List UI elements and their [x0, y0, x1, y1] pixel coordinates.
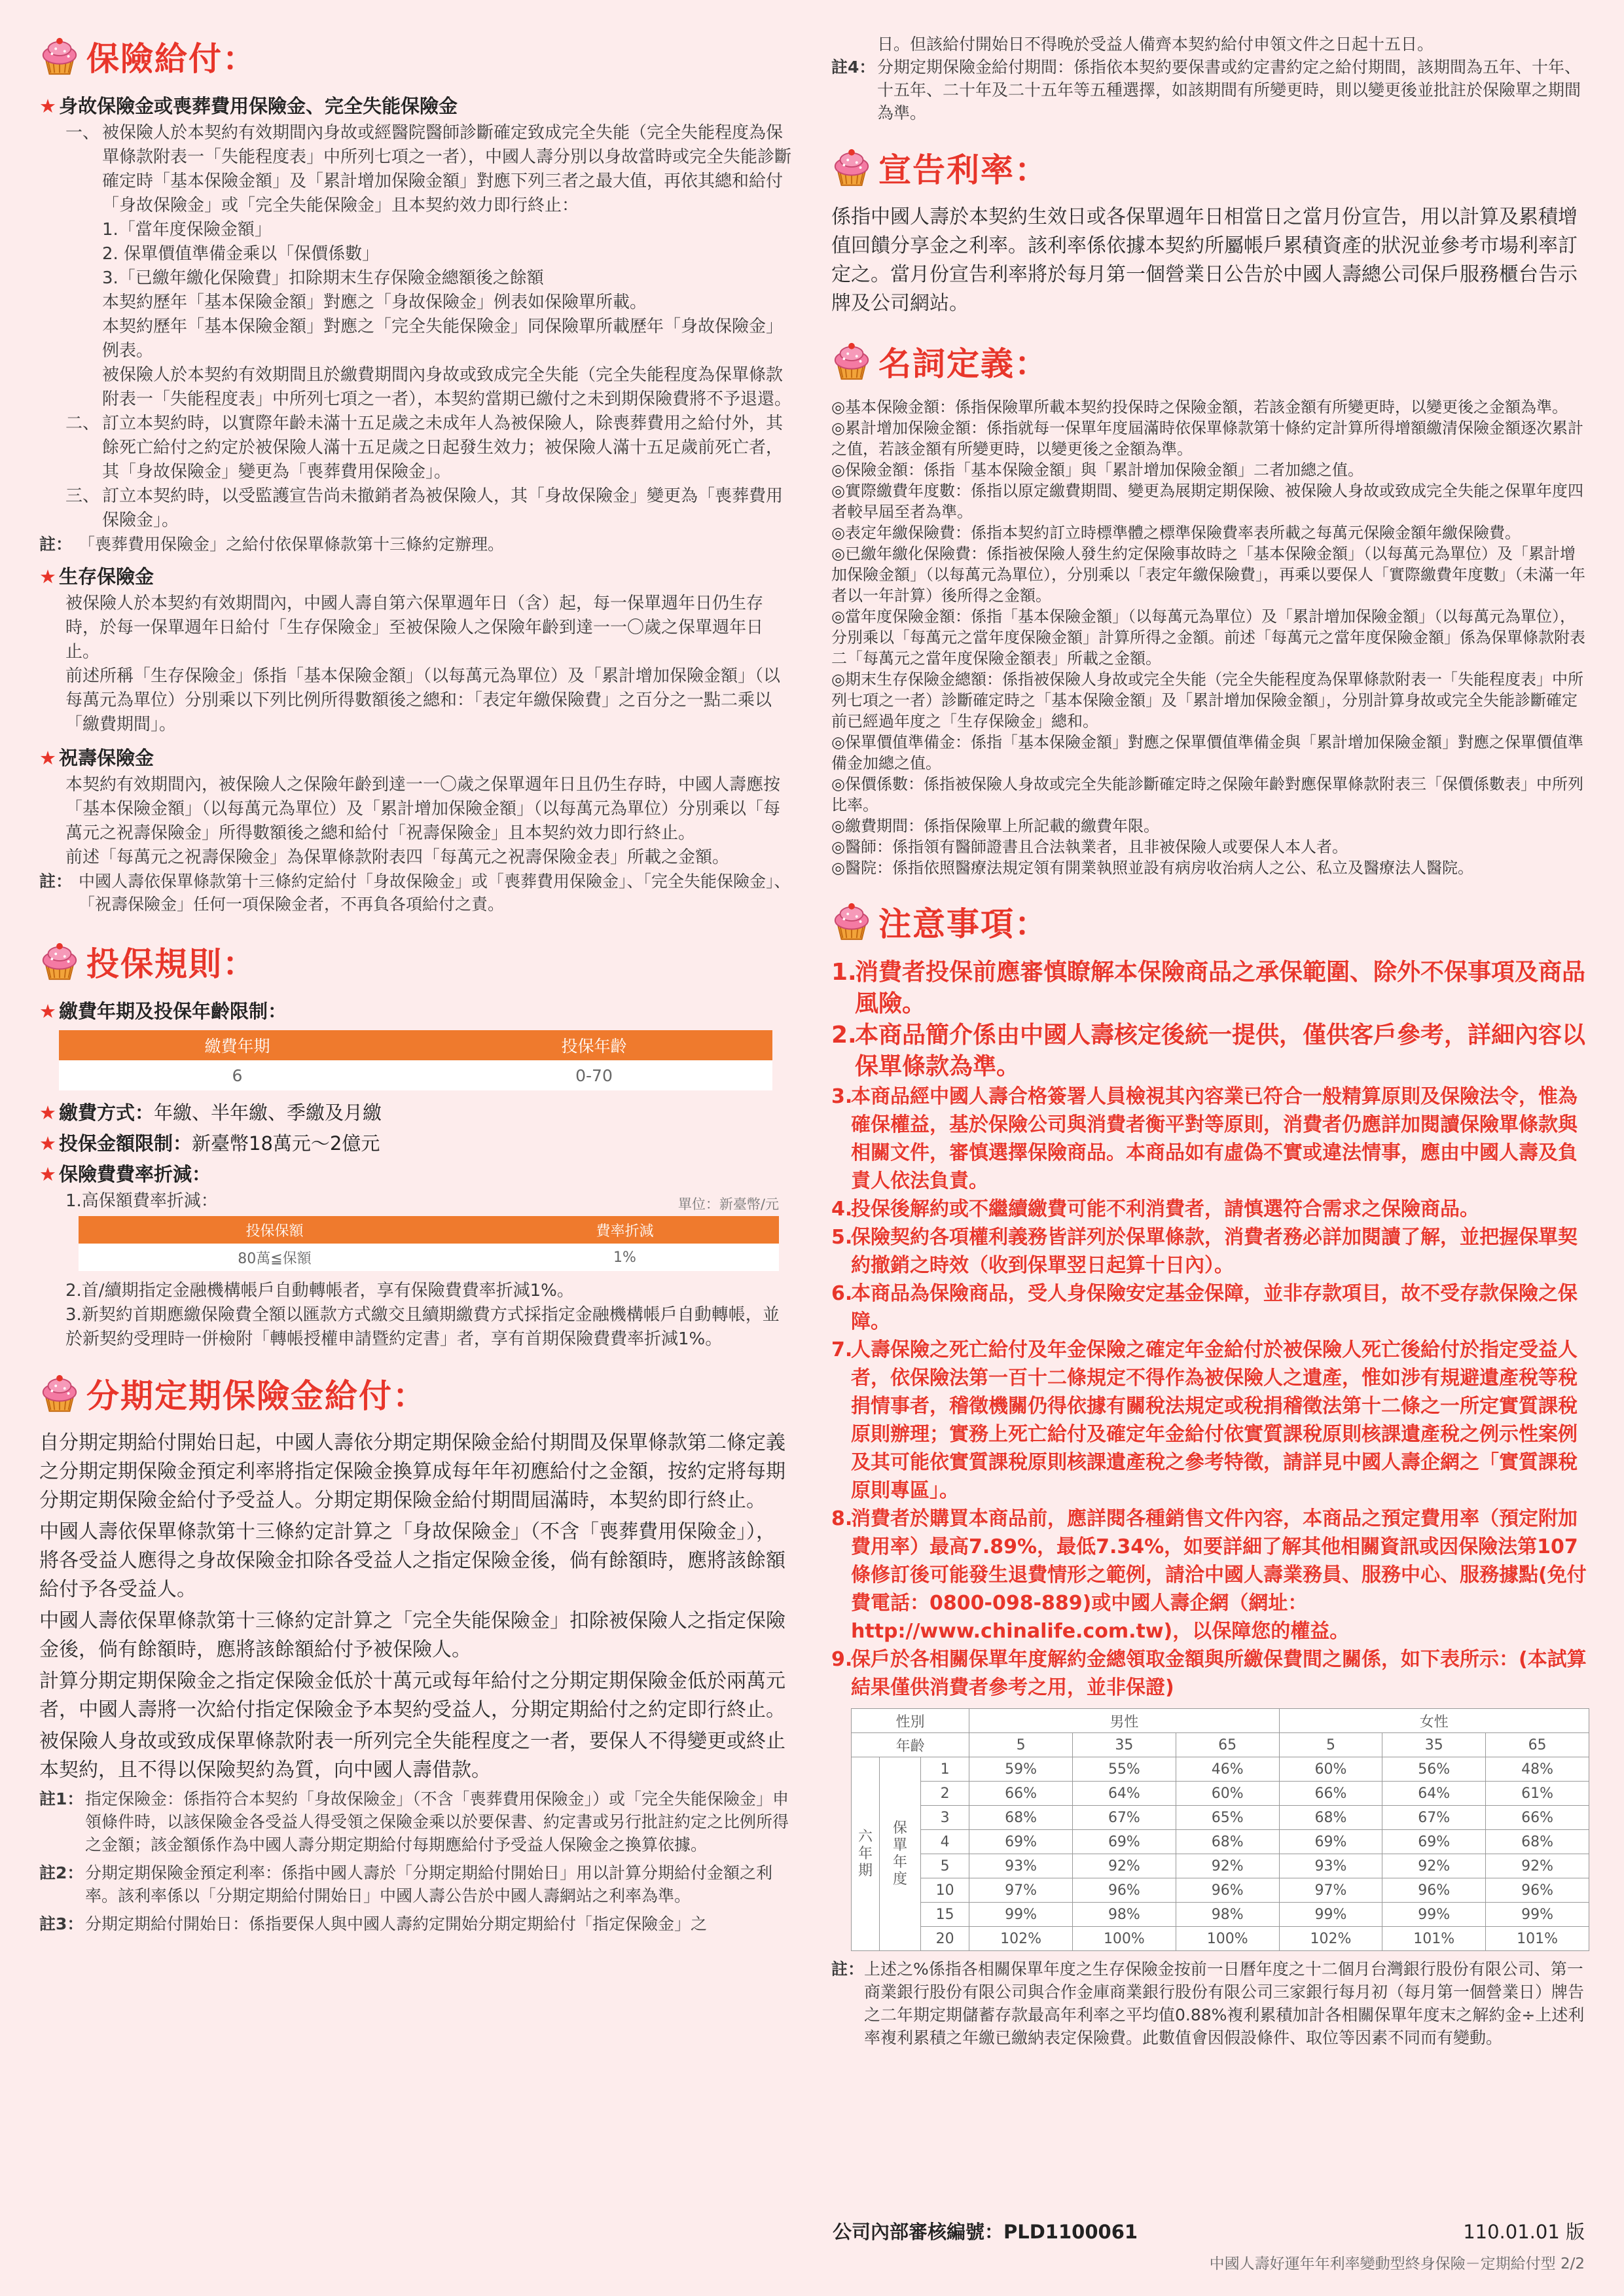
cupcake-icon — [831, 147, 872, 188]
paragraph: 前述所稱「生存保險金」係指「基本保險金額」（以每萬元為單位）及「累計增加保險金額」（以每萬元為單位）分別乘以下列比例所得數額後之總和：「表定年繳保險費」之百分之一點二乘以「繳費期間」。 — [65, 666, 781, 734]
paragraph: 2.首/續期指定金融機構帳戶自動轉帳者，享有保險費費率折減1%。 — [65, 1281, 574, 1300]
paragraph: 係指中國人壽於本契約生效日或各保單週年日相當日之當月份宣告，用以計算及累積增值回饋分享金之利率。該利率係依據本契約所屬帳戶累積資產的狀況並參考市場利率訂定之。當月份宣告利率將於每月第一個營業日公告於中國人壽總公司保戶服務櫃台告示牌及公司網站。 — [831, 206, 1578, 315]
cupcake-icon — [831, 901, 872, 942]
section-title: 分期定期保險金給付： — [86, 1377, 427, 1415]
death-benefit-list — [39, 121, 792, 533]
list-item: ◎醫師：係指領有醫師證書且合法執業者，且非被保險人或要保人本人者。 — [831, 838, 1348, 856]
cupcake-icon — [39, 1373, 80, 1414]
paragraph: 3.新契約首期應繳保險費全額以匯款方式繳交且續期繳費方式採指定金融機構帳戶自動轉帳，並於新契約受理時一併檢附「轉帳授權申請暨約定書」者，享有首期保險費費率折減1%。 — [65, 1305, 780, 1349]
subsection-title: ★ 生存保險金 — [39, 565, 154, 588]
table-row: 20 102% 100% 100% 102% 101% 101% — [852, 1927, 1589, 1951]
list-item: 三、 訂立本契約時，以受監護宣告尚未撤銷者為被保險人，其「身故保險金」變更為「喪葬費用保險金」。 — [65, 486, 784, 530]
paragraph: 計算分期定期保險金之指定保險金低於十萬元或每年給付之分期定期保險金低於兩萬元者，中國人壽將一次給付指定保險金予本契約受益人，分期定期給付之約定即行終止。 — [39, 1670, 785, 1721]
table-row: 3 68% 67% 65% 68% 67% 66% — [852, 1806, 1589, 1830]
table-row: 六 年 期 保 單 年 度 1 59% 55% 46% 60% 56% 48% — [852, 1757, 1589, 1782]
table-row: 15 99% 98% 98% 99% 99% 99% — [852, 1903, 1589, 1927]
list-item: 本契約歷年「基本保險金額」對應之「身故保險金」例表如保險單所載。 — [102, 293, 647, 312]
benefits-header — [39, 33, 792, 80]
list-item: ◎期末生存保險金總額：係指被保險人身故或完全失能（完全失能程度為保單條款附表一「失能程度表」中所列七項之一者）診斷確定時之「基本保險金額」及「累計增加保險金額」，分別計算身故或完全失能診斷確定前已經過年度之「生存保險金」總和。 — [831, 670, 1583, 730]
star-icon: ★ — [39, 747, 56, 769]
paragraph: 被保險人於本契約有效期間內，中國人壽自第六保單週年日（含）起，每一保單週年日仍生存時，於每一保單週年日給付「生存保險金」至被保險人之保險年齡到達一一〇歲之保單週年日止。 — [65, 594, 764, 662]
star-icon: ★ — [39, 1000, 56, 1022]
table-row: 10 97% 96% 96% 97% 96% 96% — [852, 1878, 1589, 1903]
period-table — [59, 1030, 772, 1090]
list-item: 6. 本商品為保險商品，受人身保險安定基金保障，並非存款項目，故不受存款保險之保障。 — [831, 1282, 1578, 1333]
installment-header — [39, 1370, 792, 1417]
table-header: 投保保額 — [79, 1216, 471, 1244]
star-icon: ★ — [39, 1132, 56, 1155]
note: 註3： 分期定期給付開始日：係指要保人與中國人壽約定開始分期定期給付「指定保險金」之 — [39, 1914, 708, 1933]
paragraph: 前述「每萬元之祝壽保險金」為保單條款附表四「每萬元之祝壽保險金表」所載之金額。 — [65, 848, 730, 867]
surrender-ratio-table: 性別 男性 女性 年齡 5 35 65 5 35 65 六 年 期 保 單 年 度 1 59% 55% 46% 60% 56% 48% 2 66% 64% 60% 66% 64% 61% 3 68% 67% 65% 68% 67% 66% 4 69% 69% 68% 69% 69% 68% 5 93% 92% 92% 93% 92% 92% 10 97% 96% 96% 97% 96% 96% 15 99% 98% 98% 99% 99% 99% 20 102% 100% 100% 102% 101% 101% — [851, 1708, 1589, 1951]
list-item: 2. 保單價值準備金乘以「保價係數」 — [102, 244, 380, 264]
notices-list — [831, 957, 1589, 1702]
definitions-list — [831, 397, 1589, 878]
version-label: 110.01.01 版 — [1463, 2221, 1585, 2243]
amount-limit: ★ 投保金額限制：新臺幣18萬元～2億元 — [39, 1132, 380, 1155]
list-item: ◎表定年繳保險費：係指本契約訂立時標準體之標準保險費率表所載之每萬元保險金額年繳保險費。 — [831, 524, 1521, 542]
notices-header — [831, 898, 1589, 945]
list-item: ◎基本保險金額：係指保險單所載本契約投保時之保險金額，若該金額有所變更時，以變更後之金額為準。 — [831, 398, 1568, 416]
note: 註4： 分期定期保險金給付期間：係指依本契約要保書或約定書約定之給付期間，該期間為五年、十年、十五年、二十年及二十五年等五種選擇，如該期間有所變更時，則以變更後並批註於保險單之期間為準。 — [831, 58, 1581, 122]
list-item: 3. 本商品經中國人壽合格簽署人員檢視其內容業已符合一般精算原則及保險法令，惟為確保權益，基於保險公司與消費者衡平對等原則，消費者仍應詳加閱讀保險單條款與相關文件，審慎選擇保險商品。本商品如有虛偽不實或違法情事，應由中國人壽及負責人依法負責。 — [831, 1085, 1578, 1193]
table-row: 80萬≦保額 1% — [79, 1244, 779, 1271]
list-item: ◎保險金額：係指「基本保險金額」與「累計增加保險金額」二者加總之值。 — [831, 461, 1363, 479]
paragraph: 中國人壽依保單條款第十三條約定計算之「身故保險金」（不含「喪葬費用保險金」），將各受益人應得之身故保險金扣除各受益人之指定保險金後，倘有餘額時，應將該餘額給付予各受益人。 — [39, 1520, 785, 1601]
definitions-header — [831, 338, 1589, 385]
cupcake-icon — [39, 941, 80, 982]
list-item: 2. 本商品簡介係由中國人壽核定後統一提供，僅供客戶參考，詳細內容以保單條款為準。 — [831, 1022, 1586, 1080]
product-footer: 中國人壽好運年年利率變動型終身保險－定期給付型 2/2 — [1209, 2255, 1585, 2272]
star-icon: ★ — [39, 565, 56, 588]
left-column — [39, 33, 792, 1935]
list-item: 1. 消費者投保前應審慎瞭解本保險商品之承保範圍、除外不保事項及商品風險。 — [831, 959, 1586, 1017]
table-row: 5 93% 92% 92% 93% 92% 92% — [852, 1854, 1589, 1878]
list-item: ◎繳費期間：係指保險單上所記載的繳費年限。 — [831, 817, 1159, 835]
list-item: 本契約歷年「基本保險金額」對應之「完全失能保險金」同保險單所載歷年「身故保險金」例表。 — [102, 317, 784, 361]
list-item: 二、 訂立本契約時，以實際年齡未滿十五足歲之未成年人為被保險人，除喪葬費用之給付外，其餘死亡給付之約定於被保險人滿十五足歲之日起發生效力；被保險人滿十五足歲前死亡者，其「身故保險金」變更為「喪葬費用保險金」。 — [65, 414, 784, 482]
declared-header — [831, 144, 1589, 191]
subsection-title: ★ 身故保險金或喪葬費用保險金、完全失能保險金 — [39, 95, 458, 117]
paragraph: 1.高保額費率折減： — [65, 1191, 218, 1211]
note: 註： 中國人壽依保單條款第十三條約定給付「身故保險金」或「喪葬費用保險金」、「完全失能保險金」、「祝壽保險金」任何一項保險金者，不再負各項給付之責。 — [39, 872, 791, 914]
list-item: 8. 消費者於購買本商品前，應詳閱各種銷售文件內容，本商品之預定費用率（預定附加費用率）最高7.89%，最低7.34%，如要詳細了解其他相關資訊或因保險法第107條修訂後可能發生退費情形之範例，請洽中國人壽業務員、服務中心、服務據點(免付費電話：0800-098-889)或中國人壽企網（網址：http://www.chinalife.com.tw)，以保障您的權益。 — [831, 1507, 1587, 1643]
list-item: 被保險人於本契約有效期間且於繳費期間內身故或致成完全失能（完全失能程度為保單條款附表一「失能程度表」中所列七項之一者），本契約當期已繳付之未到期保險費將不予退還。 — [102, 365, 792, 409]
list-item: 3.「已繳年繳化保險費」扣除期末生存保險金總額後之餘額 — [102, 268, 544, 288]
section-title: 投保規則： — [86, 945, 257, 983]
star-icon: ★ — [39, 95, 56, 117]
list-item: 7. 人壽保險之死亡給付及年金保險之確定年金給付於被保險人死亡後給付於指定受益人者，依保險法第一百十二條規定不得作為被保險人之遺產，惟如涉有規避遺產稅等稅捐情事者，稽徵機關仍得依據有關稅法規定或稅捐稽徵法第十二條之一所定實質課稅原則辦理；實務上死亡給付及確定年金給付依實質課稅原則核課遺產稅之例示性案例及其可能依實質課稅原則核課遺產稅之參考特徵，請詳見中國人壽企網之「實質課稅原則專區」。 — [831, 1338, 1578, 1502]
paragraph: 本契約有效期間內，被保險人之保險年齡到達一一〇歲之保單週年日且仍生存時，中國人壽應按「基本保險金額」（以每萬元為單位）及「累計增加保險金額」（以每萬元為單位）分別乘以「每萬元之祝壽保險金」所得數額後之總和給付「祝壽保險金」且本契約效力即行終止。 — [65, 775, 781, 843]
note: 註2： 分期定期保險金預定利率：係指中國人壽於「分期定期給付開始日」用以計算分期給付金額之利率。該利率係以「分期定期給付開始日」中國人壽公告於中國人壽網站之利率為準。 — [39, 1863, 773, 1905]
table-row: 4 69% 69% 68% 69% 69% 68% — [852, 1830, 1589, 1854]
section-title: 保險給付： — [86, 40, 257, 78]
note-continuation: 日。但該給付開始日不得晚於受益人備齊本契約給付申領文件之日起十五日。 — [877, 35, 1434, 54]
list-item: ◎醫院：係指依照醫療法規定領有開業執照並設有病房收治病人之公、私立及醫療法人醫院。 — [831, 859, 1473, 877]
subsection-title: ★ 繳費年期及投保年齡限制： — [39, 1000, 287, 1022]
unit-label: 單位：新臺幣/元 — [677, 1196, 779, 1212]
list-item: 4. 投保後解約或不繼續繳費可能不利消費者，請慎選符合需求之保險商品。 — [831, 1198, 1479, 1221]
section-title: 注意事項： — [878, 905, 1049, 943]
note: 註： 「喪葬費用保險金」之給付依保單條款第十三條約定辦理。 — [39, 535, 505, 554]
list-item: 一、 被保險人於本契約有效期間內身故或經醫院醫師診斷確定致成完全失能（完全失能程度為保單條款附表一「失能程度表」中所列七項之一者），中國人壽分別以身故當時或完全失能診斷確定時「基本保險金額」及「累計增加保險金額」對應下列三者之最大值，再依其總和給付「身故保險金」或「完全失能保險金」且本契約效力即行終止： — [65, 123, 792, 215]
right-column — [831, 33, 1589, 2049]
subsection-title: ★ 保險費費率折減： — [39, 1163, 211, 1185]
list-item: 1.「當年度保險金額」 — [102, 220, 272, 240]
list-item: ◎保價係數：係指被保險人身故或完全失能診斷確定時之保險年齡對應保單條款附表三「保價係數表」中所列比率。 — [831, 775, 1583, 814]
note: 註： 上述之%係指各相關保單年度之生存保險金按前一日曆年度之十二個月台灣銀行股份有限公司、第一商業銀行股份有限公司與合作金庫商業銀行股份有限公司三家銀行每月初（每月第一個營業日）牌告之二年期定期儲蓄存款最高年利率之平均值0.88%複利累積加計各相關保單年度末之解約金÷上述利率複利累積之年繳已繳納表定保險費。此數值會因假設條件、取位等因素不同而有變動。 — [831, 1960, 1585, 2047]
cupcake-icon — [831, 341, 872, 382]
rules-header — [39, 938, 792, 985]
list-item: 5. 保險契約各項權利義務皆詳列於保單條款，消費者務必詳加閱讀了解，並把握保單契約撤銷之時效（收到保單翌日起算十日內）。 — [831, 1226, 1578, 1277]
discount-table — [79, 1216, 779, 1271]
subsection-title: ★ 祝壽保險金 — [39, 747, 154, 769]
list-item: ◎保單價值準備金：係指「基本保險金額」對應之保單價值準備金與「累計增加保險金額」對應之保單價值準備金加總之值。 — [831, 733, 1583, 772]
list-item: 9. 保戶於各相關保單年度解約金總領取金額與所繳保費間之關係，如下表所示：(本試算結果僅供消費者參考之用，並非保證) — [831, 1648, 1587, 1699]
star-icon: ★ — [39, 1163, 56, 1185]
list-item: ◎實際繳費年度數：係指以原定繳費期間、變更為展期定期保險、被保險人身故或致成完全失能之保單年度四者較早屆至者為準。 — [831, 482, 1583, 521]
cupcake-icon — [39, 36, 80, 77]
section-title: 名詞定義： — [878, 345, 1049, 383]
table-header: 投保年齡 — [416, 1030, 772, 1060]
discount-row — [39, 1189, 792, 1213]
list-item: ◎已繳年繳化保險費：係指被保險人發生約定保險事故時之「基本保險金額」（以每萬元為單位）及「累計增加保險金額」（以每萬元為單位），分別乘以「表定年繳保險費」，再乘以要保人「實際繳費年度數」（未滿一年者以一年計算）後所得之金額。 — [831, 545, 1585, 605]
section-title: 宣告利率： — [878, 151, 1049, 189]
audit-code: 公司內部審核編號：PLD1100061 — [833, 2221, 1138, 2243]
paragraph: 中國人壽依保單條款第十三條約定計算之「完全失能保險金」扣除被保險人之指定保險金後，倘有餘額時，應將該餘額給付予被保險人。 — [39, 1609, 785, 1661]
table-row: 2 66% 64% 60% 66% 64% 61% — [852, 1782, 1589, 1806]
list-item: ◎當年度保險金額：係指「基本保險金額」（以每萬元為單位）及「累計增加保險金額」（以每萬元為單位），分別乘以「每萬元之當年度保險金額」計算所得之金額。前述「每萬元之當年度保險金額」係為保單條款附表二「每萬元之當年度保險金額表」所載之金額。 — [831, 607, 1585, 668]
table-header: 繳費年期 — [59, 1030, 416, 1060]
paragraph: 被保險人身故或致成保單條款附表一所列完全失能程度之一者，要保人不得變更或終止本契約，且不得以保險契約為質，向中國人壽借款。 — [39, 1730, 785, 1782]
payment-method: ★ 繳費方式：年繳、半年繳、季繳及月繳 — [39, 1102, 382, 1124]
note: 註1： 指定保險金：係指符合本契約「身故保險金」（不含「喪葬費用保險金」）或「完全失能保險金」申領條件時，以該保險金各受益人得受領之保險金乘以於要保書、約定書或另行批註約定之比例所得之金額；該金額係作為中國人壽分期定期給付每期應給付予受益人保險金之換算依據。 — [39, 1789, 789, 1854]
paragraph: 自分期定期給付開始日起，中國人壽依分期定期保險金給付期間及保單條款第二條定義之分期定期保險金預定利率將指定保險金換算成每年年初應給付之金額，按約定將每期分期定期保險金給付予受益人。分期定期保險金給付期間屆滿時，本契約即行終止。 — [39, 1431, 785, 1512]
star-icon: ★ — [39, 1102, 56, 1124]
list-item: ◎累計增加保險金額：係指就每一保單年度屆滿時依保單條款第十條約定計算所得增額繳清保險金額逐次累計之值，若該金額有所變更時，以變更後之金額為準。 — [831, 419, 1583, 458]
table-row: 6 0-70 — [59, 1060, 772, 1090]
table-header: 費率折減 — [471, 1216, 779, 1244]
